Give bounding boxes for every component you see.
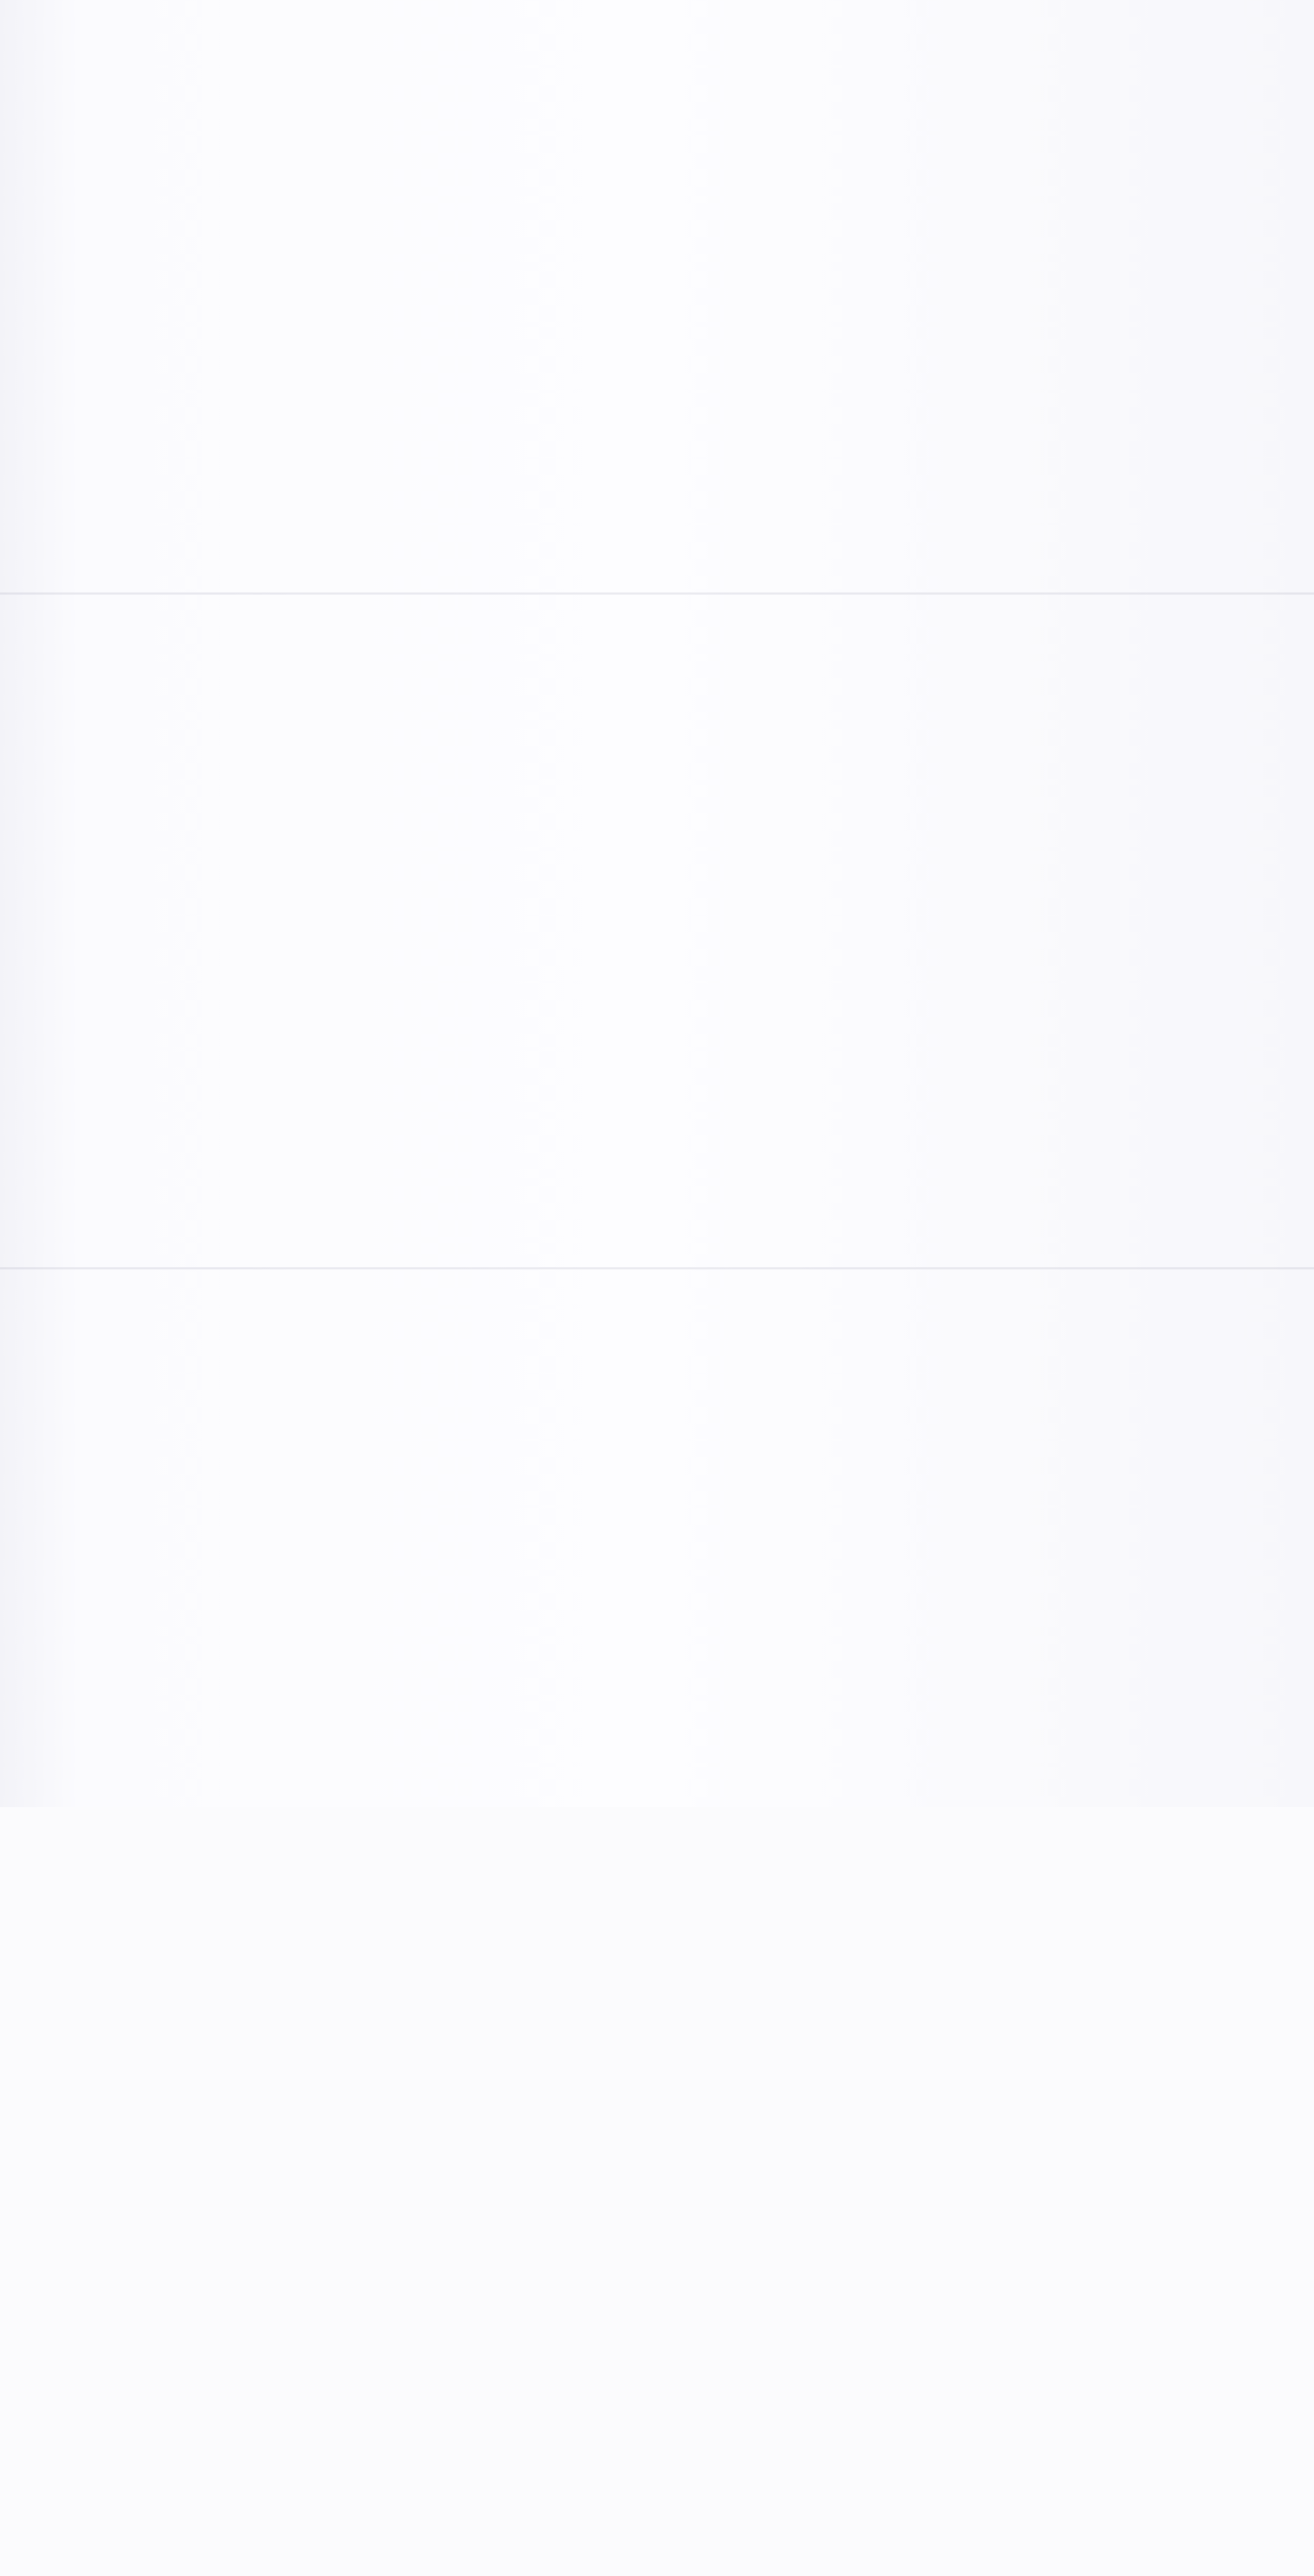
paper-fold-line — [0, 1267, 1314, 1269]
notice-content — [0, 1445, 64, 2576]
paper-fold-line — [0, 592, 1314, 595]
